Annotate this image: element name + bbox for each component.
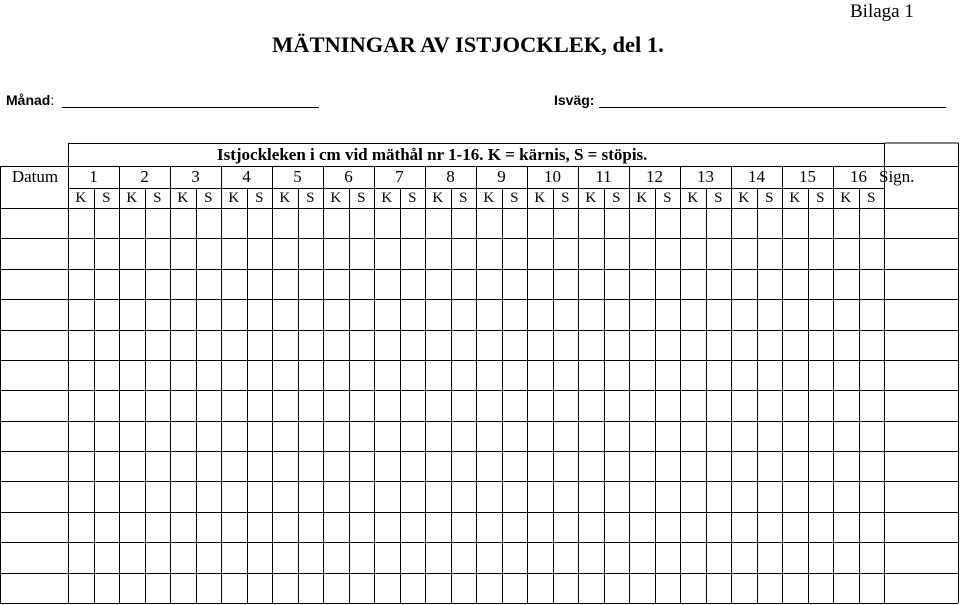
s-label-4: S [255,190,264,206]
hole-number-14: 14 [748,167,765,186]
k-label-7: K [381,190,393,206]
k-label-11: K [585,190,597,206]
k-label-1: K [75,190,87,206]
table-row[interactable] [0,391,958,420]
hole-number-13: 13 [697,167,714,186]
page-title: MÄTNINGAR AV ISTJOCKLEK, del 1. [272,32,664,57]
annex-label: Bilaga 1 [850,1,914,22]
table-row[interactable] [0,574,958,603]
hole-number-8: 8 [446,167,455,186]
k-label-14: K [738,190,750,206]
s-label-11: S [612,190,621,206]
hole-number-3: 3 [191,167,200,186]
hole-number-12: 12 [646,167,663,186]
s-label-13: S [714,190,723,206]
s-label-5: S [306,190,315,206]
table-row[interactable] [0,361,958,390]
k-label-9: K [483,190,495,206]
month-label-colon: : [50,92,55,108]
hole-number-10: 10 [544,167,561,186]
k-label-6: K [330,190,342,206]
table-row[interactable] [0,331,958,360]
k-label-2: K [126,190,138,206]
hole-number-9: 9 [497,167,506,186]
s-label-9: S [510,190,519,206]
k-label-10: K [534,190,546,206]
k-label-3: K [177,190,189,206]
hole-number-1: 1 [89,167,98,186]
s-label-12: S [663,190,672,206]
s-label-8: S [459,190,468,206]
k-label-13: K [687,190,699,206]
s-label-15: S [816,190,825,206]
hole-number-2: 2 [140,167,149,186]
s-label-14: S [765,190,774,206]
hole-number-16: 16 [850,167,867,186]
table-row[interactable] [0,452,958,481]
table-row[interactable] [0,270,958,299]
sign-header: Sign. [879,167,915,186]
k-label-5: K [279,190,291,206]
k-label-16: K [840,190,852,206]
month-label-text: Månad [6,92,51,108]
ice-road-label: Isväg: [554,92,595,108]
table-row[interactable] [0,482,958,511]
hole-number-15: 15 [799,167,816,186]
table-row[interactable] [0,513,958,542]
table-row[interactable] [0,209,958,238]
k-label-4: K [228,190,240,206]
s-label-3: S [204,190,213,206]
k-label-8: K [432,190,444,206]
table-row[interactable] [0,239,958,268]
s-label-6: S [357,190,366,206]
table-row[interactable] [0,300,958,329]
s-label-7: S [408,190,417,206]
s-label-16: S [867,190,876,206]
s-label-2: S [153,190,162,206]
table-row[interactable] [0,543,958,572]
s-label-1: S [102,190,111,206]
hole-number-4: 4 [242,167,251,186]
table-row[interactable] [0,422,958,451]
hole-number-6: 6 [344,167,353,186]
hole-number-7: 7 [395,167,404,186]
hole-number-11: 11 [595,167,612,186]
s-label-10: S [561,190,570,206]
k-label-12: K [636,190,648,206]
datum-header: Datum [11,167,59,186]
table-description: Istjockleken i cm vid mäthål nr 1-16. K = kärnis, S = stöpis. [217,145,648,164]
k-label-15: K [789,190,801,206]
hole-number-5: 5 [293,167,302,186]
